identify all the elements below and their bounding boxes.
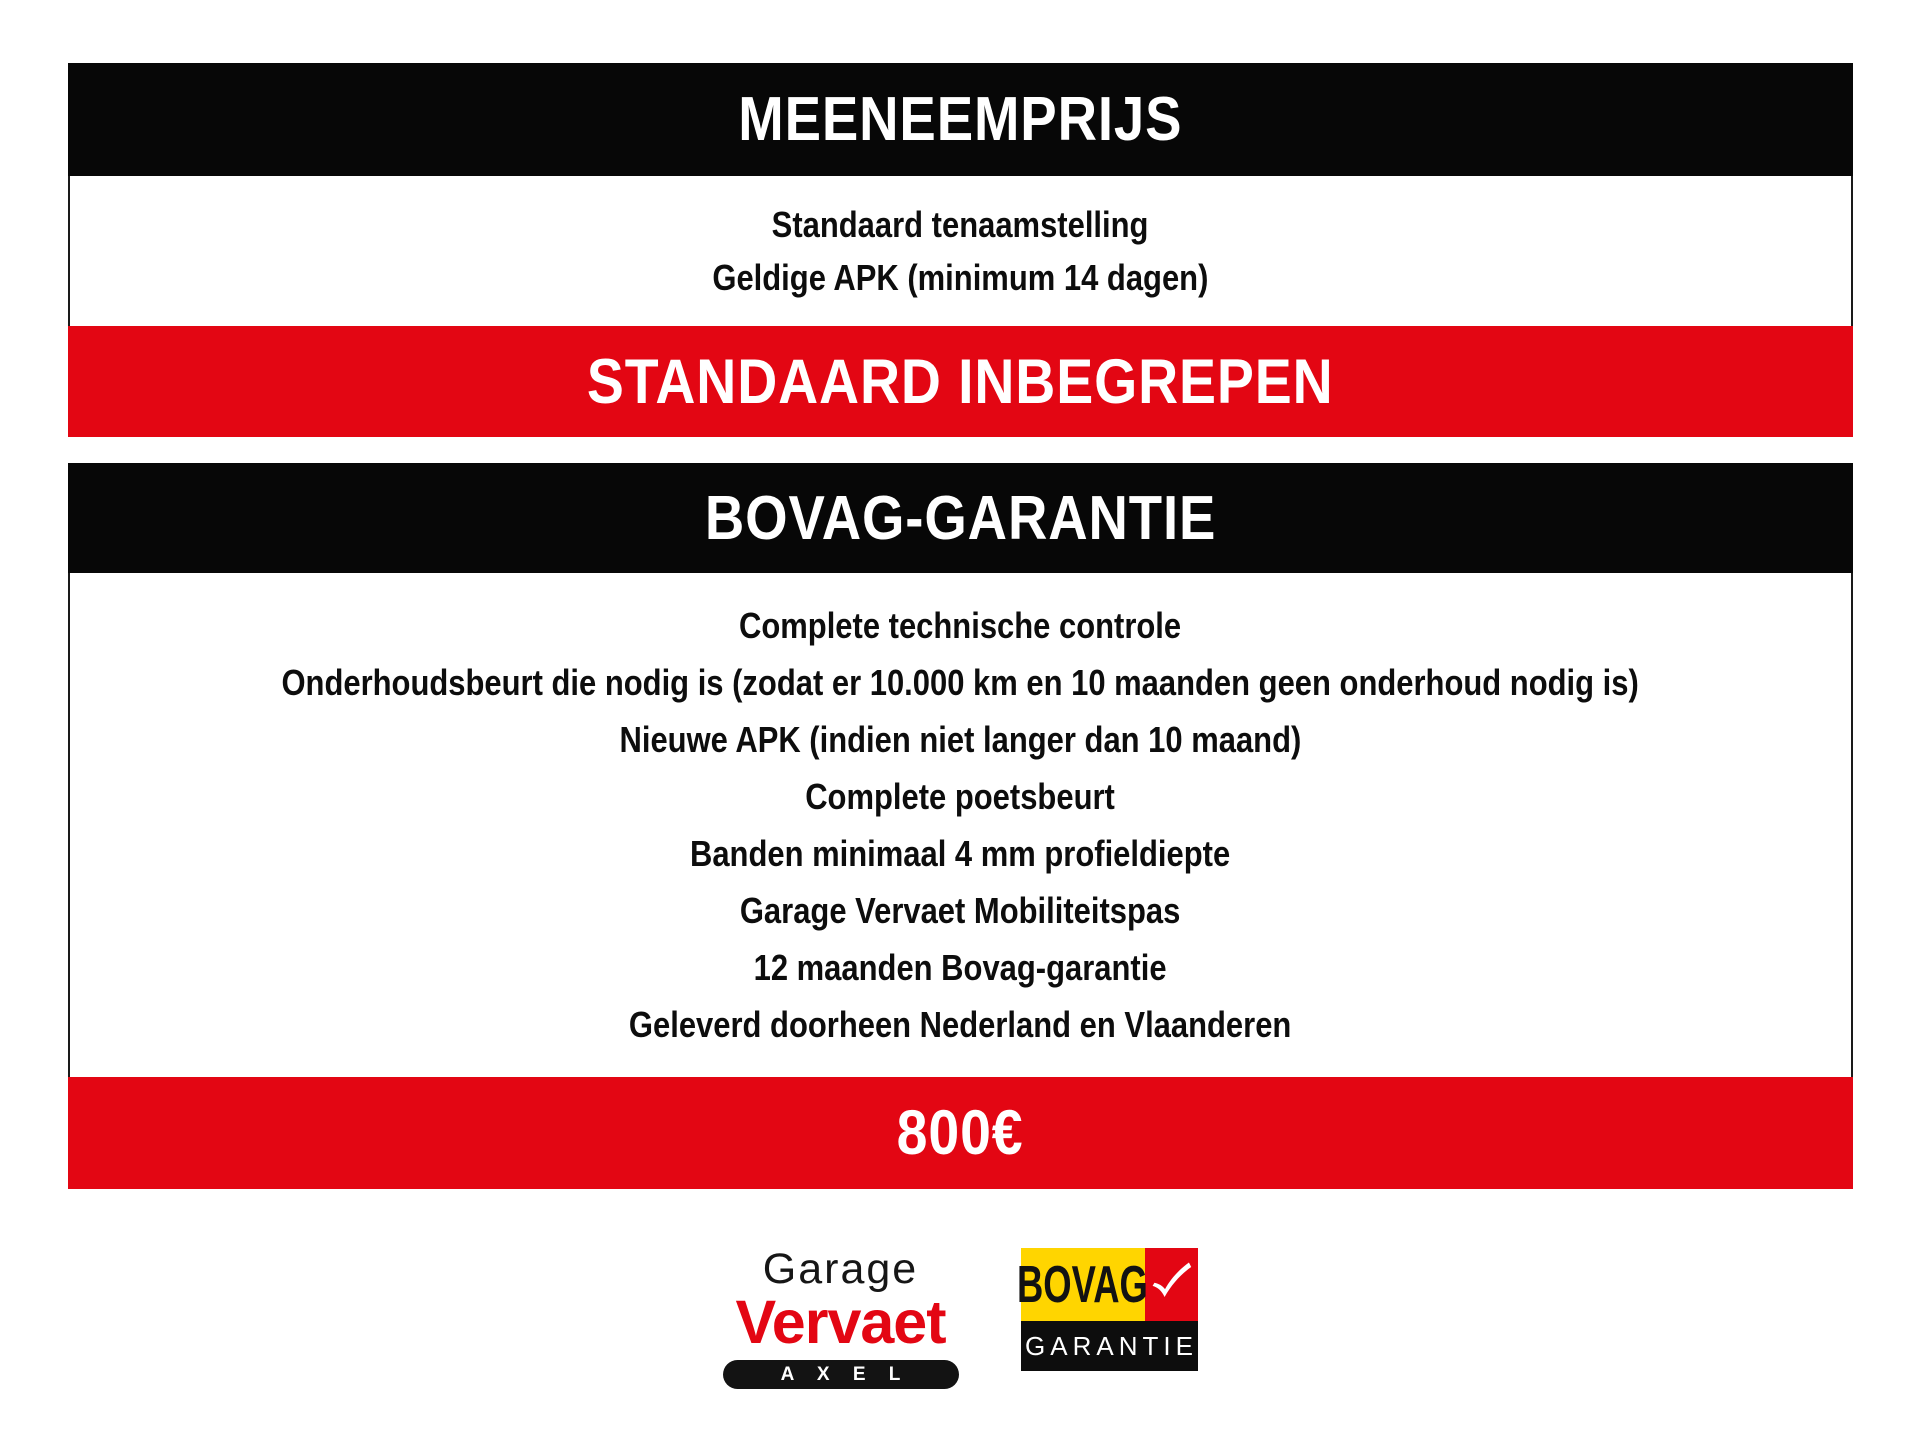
checkmark-icon (1148, 1262, 1194, 1308)
bovag-garantie-body (68, 573, 1853, 1077)
bovag-item: Onderhoudsbeurt die nodig is (zodat er 10.000 km en 10 maanden geen onderhoud nodig is) (281, 662, 1640, 703)
price-bar (68, 1077, 1853, 1189)
garage-vervaet-logo-vervaet: Vervaet (735, 1288, 946, 1356)
meeneemprijs-body (68, 176, 1853, 326)
bovag-garantie-title: BOVAG-GARANTIE (704, 483, 1217, 553)
meeneemprijs-line: Geldige APK (minimum 14 dagen) (712, 257, 1209, 298)
garage-vervaet-logo-axel-pill (723, 1360, 959, 1389)
meeneemprijs-panel (68, 63, 1853, 437)
bovag-logo-garantie-label: GARANTIE (1025, 1330, 1198, 1361)
bovag-item: Complete technische controle (739, 605, 1182, 646)
price-label: 800€ (897, 1098, 1024, 1168)
bovag-garantie-panel (68, 463, 1853, 1189)
flyer-content (68, 63, 1853, 1189)
garage-vervaet-logo-garage: Garage (762, 1245, 919, 1293)
bovag-logo-top (1017, 1248, 1198, 1321)
meeneemprijs-line: Standaard tenaamstelling (772, 204, 1149, 245)
bovag-logo-wordmark: BOVAG (1017, 1255, 1148, 1314)
bovag-garantie-header-bar (68, 463, 1853, 573)
bovag-logo-yellow-block (1017, 1248, 1148, 1321)
section-gap (68, 437, 1853, 463)
garage-vervaet-logo (723, 1245, 959, 1389)
meeneemprijs-title: MEENEEMPRIJS (738, 85, 1183, 154)
logo-row (0, 1245, 1920, 1389)
bovag-item: Banden minimaal 4 mm profieldiepte (690, 833, 1231, 874)
standaard-inbegrepen-bar (68, 326, 1853, 437)
bovag-item: Complete poetsbeurt (805, 776, 1116, 817)
bovag-item: Garage Vervaet Mobiliteitspas (740, 890, 1181, 931)
garage-vervaet-logo-axel-label: A X E L (780, 1363, 910, 1385)
bovag-item: Nieuwe APK (indien niet langer dan 10 maand) (619, 719, 1302, 760)
standaard-inbegrepen-label: STANDAARD INBEGREPEN (587, 346, 1334, 417)
bovag-garantie-logo (1017, 1248, 1198, 1371)
bovag-logo-garantie-strip (1021, 1321, 1198, 1371)
bovag-item: 12 maanden Bovag-garantie (754, 947, 1167, 988)
meeneemprijs-header-bar (68, 63, 1853, 176)
bovag-logo-red-block (1145, 1248, 1198, 1321)
bovag-item: Geleverd doorheen Nederland en Vlaanderen (629, 1004, 1292, 1045)
